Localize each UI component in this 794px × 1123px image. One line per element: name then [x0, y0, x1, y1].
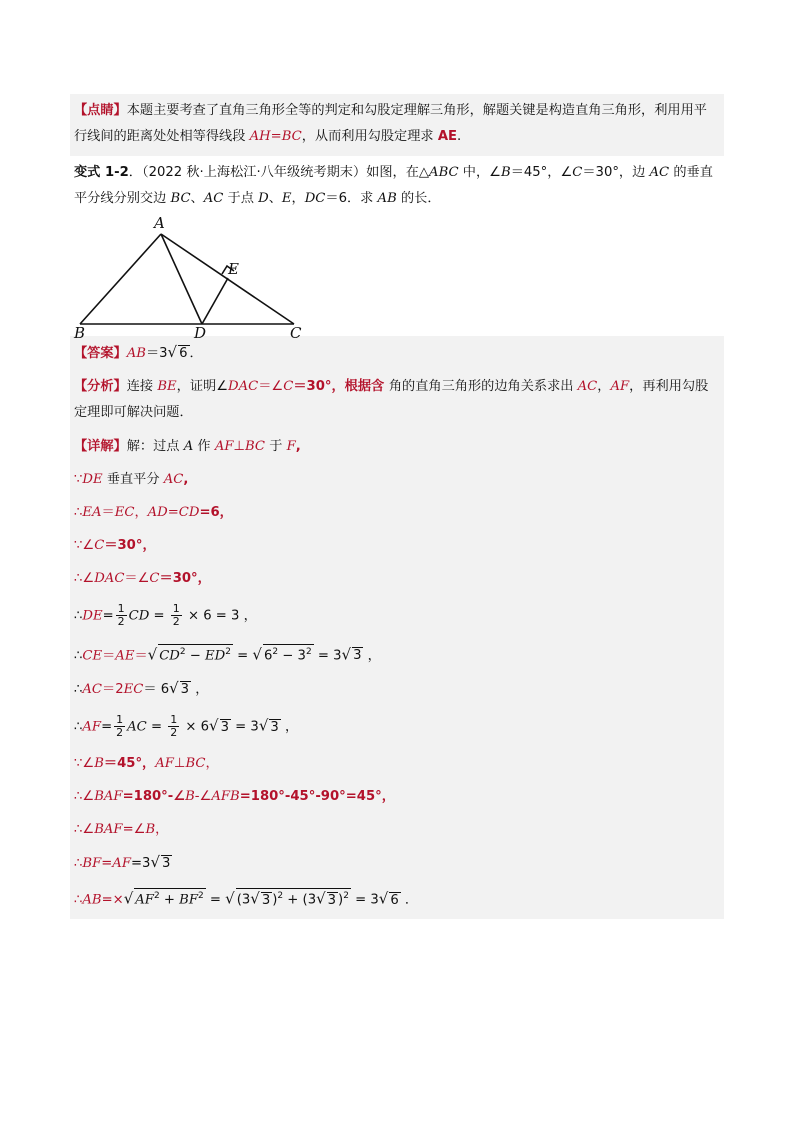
detail-line-4 [70, 562, 724, 595]
math-var: EC [123, 682, 144, 698]
segment-ab: AB [377, 191, 397, 206]
segment-de-line [202, 278, 228, 324]
segment-ac: AC [577, 379, 598, 394]
detail-line-13: ∴AB=×√ $AF^2 + BF^2$ = √ (3√ 3 )$^2$ + (3√ 3 )$^2$ = 3√ 6 ． [74, 889, 419, 908]
math-var: AF [112, 856, 131, 872]
punct: ． [400, 892, 419, 908]
math-var: A [183, 439, 194, 454]
exponent: 2 [277, 891, 284, 902]
numerator: 1 [172, 602, 180, 615]
detail-line-7: ∴AC＝2EC＝ 6√ 3 ， [74, 679, 209, 698]
math-var: BAF [94, 789, 123, 805]
exponent: 2 [272, 647, 279, 657]
math-var: AF [214, 439, 234, 454]
detail-text: 于 [265, 439, 287, 454]
exponent: 2 [179, 647, 186, 657]
analysis-text: ＝∠ [258, 379, 284, 394]
detail-line-5 [70, 595, 724, 636]
problem-source: ．（2022 秋·上海松江·八年级统考期末）如图，在△ [128, 165, 430, 180]
math-var: DAC [94, 571, 125, 586]
hint-text-1: 本题主要考查了直角三角形全等的判定和勾股定理解三角形，解题关键是构造直角三角形，利用用平行线间的距离处处相等得线段 [74, 103, 707, 144]
paren: ) [272, 892, 278, 908]
side-ac: AC [649, 165, 670, 180]
angle-c-value: ＝30°，边 [582, 165, 650, 180]
hint-text-2: ，从而利用勾股定理求 [301, 129, 438, 144]
radical [263, 644, 314, 663]
math-var: B [145, 822, 156, 838]
punct: ＝ [101, 505, 115, 520]
problem-text: 的长． [396, 191, 441, 206]
math-var: C [149, 571, 160, 586]
math-value: ＝45°， [103, 756, 156, 772]
math-var: BC [245, 439, 266, 454]
side-ab-line [80, 234, 161, 324]
angle-c: C [283, 379, 294, 394]
math-var: EC [114, 505, 135, 520]
fraction-half [168, 714, 179, 739]
detail-tag: 【详解】 [74, 439, 127, 454]
math-var: BAF [94, 822, 123, 838]
hint-target: AE [437, 129, 458, 144]
math-var: DE [82, 608, 103, 624]
denominator: 2 [170, 726, 178, 740]
exponent: 2 [225, 647, 231, 657]
math-value: − 3 [278, 648, 306, 664]
punct: ， [280, 719, 299, 735]
numerator: 1 [116, 713, 124, 727]
perp-symbol: ⊥ [173, 756, 186, 772]
because-symbol: ∵∠ [74, 756, 95, 772]
math-value: × 6 [181, 719, 210, 735]
separator: ， [597, 379, 611, 394]
math-value: =180°-45°-90°=45°， [239, 789, 395, 805]
punct: = [101, 856, 113, 872]
math-op: + [159, 892, 180, 908]
numerator: 1 [170, 713, 178, 727]
triangle-figure [70, 214, 724, 342]
radicand: 3 [353, 648, 362, 664]
math-value: ＝30°， [159, 571, 211, 586]
math-var: ED [205, 648, 226, 664]
math-var: AE [115, 648, 135, 664]
math-op: = [149, 608, 169, 624]
separator: ， [291, 191, 305, 206]
problem-statement [70, 156, 724, 216]
punct: ， [191, 682, 209, 698]
answer-tag: 【答案】 [74, 346, 127, 361]
math-var: CD [159, 648, 180, 664]
math-value: ＝2 [102, 682, 124, 698]
separator: 、 [268, 191, 282, 206]
denominator: 2 [117, 615, 125, 628]
math-var: AF [135, 892, 154, 908]
math-value: ＝30°， [104, 538, 156, 553]
radicand: 3 [162, 856, 171, 872]
math-var: AFB [211, 789, 240, 805]
label-a: A [154, 214, 165, 232]
math-value: ＝ 6 [143, 682, 170, 698]
radicand: 3 [270, 719, 279, 735]
detail-line-9 [70, 747, 724, 780]
analysis-text: 连接 [126, 379, 158, 394]
perp-symbol: ⊥ [233, 439, 245, 454]
detail-line-0 [70, 430, 724, 463]
radicand: 3 [220, 719, 229, 735]
detail-line-1 [70, 463, 724, 496]
segment-be: BE [157, 379, 177, 394]
analysis-text: ＝30°，根据含 [293, 379, 389, 394]
math-var: CD [128, 608, 150, 624]
math-var: AD=CD [147, 505, 200, 520]
punct: ＝ [102, 648, 116, 664]
radical: (3√ 3 )$^2$ + (3√ 3 )$^2$ [236, 889, 349, 908]
exponent: 2 [343, 891, 349, 902]
radicand: 3 [327, 892, 337, 908]
math-var: CE [82, 648, 103, 664]
problem-text: ＝6．求 [325, 191, 378, 206]
therefore-symbol: ∴ [74, 608, 83, 624]
side-bc: BC [170, 191, 191, 206]
math-op: = [232, 648, 253, 664]
problem-text: 中，∠ [458, 165, 501, 180]
because-symbol: ∵∠ [74, 538, 95, 553]
analysis-text: ，再利用勾股定理即可解决问题． [74, 379, 709, 420]
side-ac: AC [203, 191, 224, 206]
radicand: 6 [390, 892, 399, 908]
denominator: 2 [172, 615, 180, 628]
detail-text: 解：过点 [126, 439, 184, 454]
therefore-symbol: ∴ [74, 505, 83, 520]
math-value: (3 [236, 892, 251, 908]
exponent: 2 [197, 891, 204, 902]
math-value: 6 [263, 648, 273, 664]
punct: ＝ [134, 648, 148, 664]
detail-line-11 [70, 813, 724, 846]
punct: =∠ [122, 822, 146, 838]
triangle-diagram [70, 216, 330, 336]
math-var: F [286, 439, 296, 454]
radical [158, 644, 233, 663]
hint-end: . [457, 129, 462, 144]
hint-block [70, 94, 724, 156]
math-var: AF [155, 756, 174, 772]
paren: ) [338, 892, 344, 908]
exponent: 2 [153, 891, 160, 902]
math-var: C [94, 538, 105, 553]
label-b: B [74, 324, 86, 342]
label-c: C [290, 324, 302, 342]
label-d: D [194, 324, 207, 342]
angle-dac: DAC [228, 379, 259, 394]
detail-line-2 [70, 496, 724, 529]
punct: ， [363, 648, 381, 664]
answer-lhs: AB [126, 346, 146, 361]
detail-line-10 [70, 780, 724, 813]
math-value: =3 [130, 856, 151, 872]
punct: ， [134, 505, 148, 520]
math-value: =180°-∠ [122, 789, 186, 805]
math-var: AC [82, 682, 103, 698]
punct: ， [205, 756, 219, 772]
fraction-half [114, 714, 125, 739]
separator: 、 [190, 191, 204, 206]
math-var: AB [82, 892, 102, 908]
math-var: B [94, 756, 104, 772]
triangle-name: ABC [429, 165, 459, 180]
hint-eq: AH=BC [249, 129, 302, 144]
document-page [70, 94, 724, 919]
therefore-symbol: ∴ [74, 856, 83, 872]
fraction-half [171, 603, 182, 628]
answer-radicand: 6 [179, 346, 188, 361]
math-var: AF [82, 719, 102, 735]
math-value: =6， [199, 505, 233, 520]
segment-dc: DC [304, 191, 326, 206]
segment-af: AF [610, 379, 630, 394]
analysis-text: 角的直角三角形的边角关系求出 [388, 379, 578, 394]
math-op: = [205, 892, 226, 908]
punct: = [101, 719, 113, 735]
label-e: E [228, 260, 239, 278]
math-op: = [146, 719, 167, 735]
therefore-symbol: ∴ [74, 892, 83, 908]
math-var: AC [163, 472, 184, 487]
math-var: AC [127, 719, 147, 735]
detail-line-12: ∴BF=AF=3√ 3 [74, 853, 171, 872]
detail-line-3 [70, 529, 724, 562]
radicand: 3 [261, 892, 271, 908]
math-op: − [185, 648, 206, 664]
math-value: = 3 [313, 648, 342, 664]
punct: ， [155, 822, 169, 838]
radical [134, 888, 205, 907]
problem-label: 变式 1-2 [74, 165, 129, 180]
answer-end: ． [189, 346, 203, 361]
punct: = [102, 608, 114, 624]
problem-text: 的垂直平分线分别交边 [74, 165, 713, 206]
angle-b: B [501, 165, 511, 180]
math-expr: × 6 = 3 ， [183, 608, 257, 624]
math-op: =× [101, 892, 124, 908]
answer-coef: 3 [159, 346, 168, 361]
math-var: BC [185, 756, 206, 772]
punct: , [295, 439, 301, 454]
detail-line-8: ∴AF= $\frac{1}{2}$ AC = $\frac{1}{2}$ × 6√ 3 = 3√ 3 ， [74, 713, 299, 740]
analysis-tag: 【分析】 [74, 379, 127, 394]
analysis-paragraph [70, 370, 724, 430]
analysis-text: ，证明∠ [176, 379, 229, 394]
radicand: 3 [180, 682, 190, 698]
math-var: EA [82, 505, 102, 520]
angle-c: C [572, 165, 583, 180]
therefore-symbol: ∴ [74, 648, 83, 664]
point-d: D [258, 191, 269, 206]
detail-text: 作 [193, 439, 215, 454]
therefore-symbol: ∴ [74, 719, 83, 735]
therefore-symbol: ∴ [74, 682, 83, 698]
detail-line-6: ∴CE＝AE＝√ $CD^2 - ED^2$ = √ $6^2 - 3^2 = 3√$ 3 ， [74, 645, 381, 664]
answer-eq: ＝ [145, 346, 160, 361]
math-value: = 3 [350, 892, 379, 908]
because-symbol: ∵ [74, 472, 83, 487]
math-var: BF [82, 856, 102, 872]
therefore-symbol: ∴∠ [74, 789, 95, 805]
solution-block [70, 336, 724, 919]
hint-tag: 【点睛】 [74, 103, 127, 118]
punct: ＝∠ [124, 571, 150, 586]
math-op: -∠ [194, 789, 212, 805]
numerator: 1 [117, 602, 125, 615]
math-var: BF [179, 892, 198, 908]
angle-b-value: ＝45°，∠ [510, 165, 573, 180]
answer-line: 【答案】AB＝3√ 6 ． [74, 343, 203, 361]
therefore-symbol: ∴∠ [74, 822, 95, 838]
math-var: B [185, 789, 195, 805]
problem-text: 于点 [223, 191, 259, 206]
math-var: DE [82, 472, 103, 487]
math-value: = 3 [230, 719, 259, 735]
punct: , [183, 472, 189, 487]
detail-text: 垂直平分 [102, 472, 164, 487]
fraction-half [116, 603, 127, 628]
point-e: E [281, 191, 292, 206]
denominator: 2 [116, 726, 124, 740]
math-value: + (3 [283, 892, 317, 908]
exponent: 2 [305, 647, 312, 657]
therefore-symbol: ∴∠ [74, 571, 95, 586]
